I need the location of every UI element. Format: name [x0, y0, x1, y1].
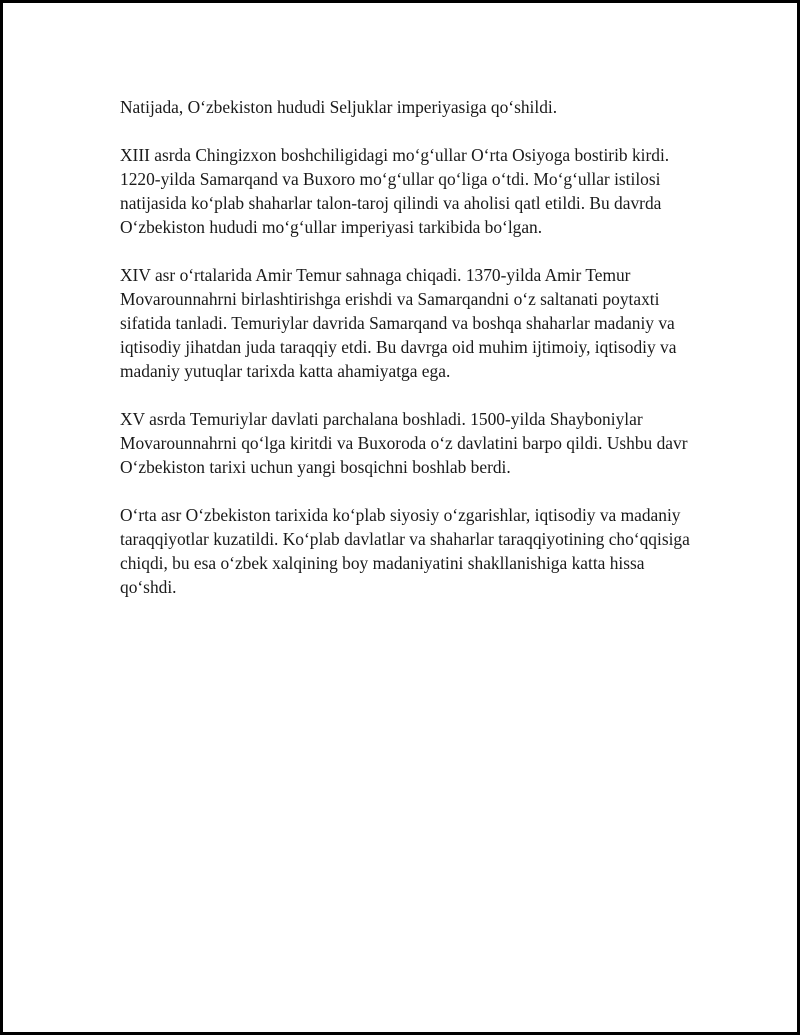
paragraph-seljuk: Natijada, O‘zbekiston hududi Seljuklar imperiyasiga qo‘shildi. [120, 97, 558, 117]
document-body [120, 95, 695, 623]
paragraph-amir-temur: XIV asr o‘rtalarida Amir Temur sahnaga chiqadi. 1370-yilda Amir Temur Movarounnahrni birlashtirishga erishdi va Samarqandni o‘z saltanati poytaxti sifatida tanladi. Temuriylar davrida Samarqand va boshqa shaharlar madaniy va iqtisodiy jihatdan juda taraqqiy etdi. Bu davrga oid muhim ijtimoiy, iqtisodiy va madaniy yutuqlar tarixda katta ahamiyatga ega. [120, 265, 677, 381]
paragraph-conclusion: O‘rta asr O‘zbekiston tarixida ko‘plab siyosiy o‘zgarishlar, iqtisodiy va madaniy taraqqiyotlar kuzatildi. Ko‘plab davlatlar va shaharlar taraqqiyotining cho‘qqisiga chiqdi, bu esa o‘zbek xalqining boy madaniyatini shakllanishiga katta hissa qo‘shdi. [120, 505, 690, 597]
paragraph-shaybanids: XV asrda Temuriylar davlati parchalana boshladi. 1500-yilda Shayboniylar Movarounnahrni qo‘lga kiritdi va Buxoroda o‘z davlatini barpo qildi. Ushbu davr O‘zbekiston tarixi uchun yangi bosqichni boshlab berdi. [120, 409, 688, 477]
paragraph-mongol-invasion: XIII asrda Chingizxon boshchiligidagi mo‘g‘ullar O‘rta Osiyoga bostirib kirdi. 1220-yilda Samarqand va Buxoro mo‘g‘ullar qo‘liga o‘tdi. Mo‘g‘ullar istilosi natijasida ko‘plab shaharlar talon-taroj qilindi va aholisi qatl etildi. Bu davrda O‘zbekiston hududi mo‘g‘ullar imperiyasi tarkibida bo‘lgan. [120, 145, 670, 237]
